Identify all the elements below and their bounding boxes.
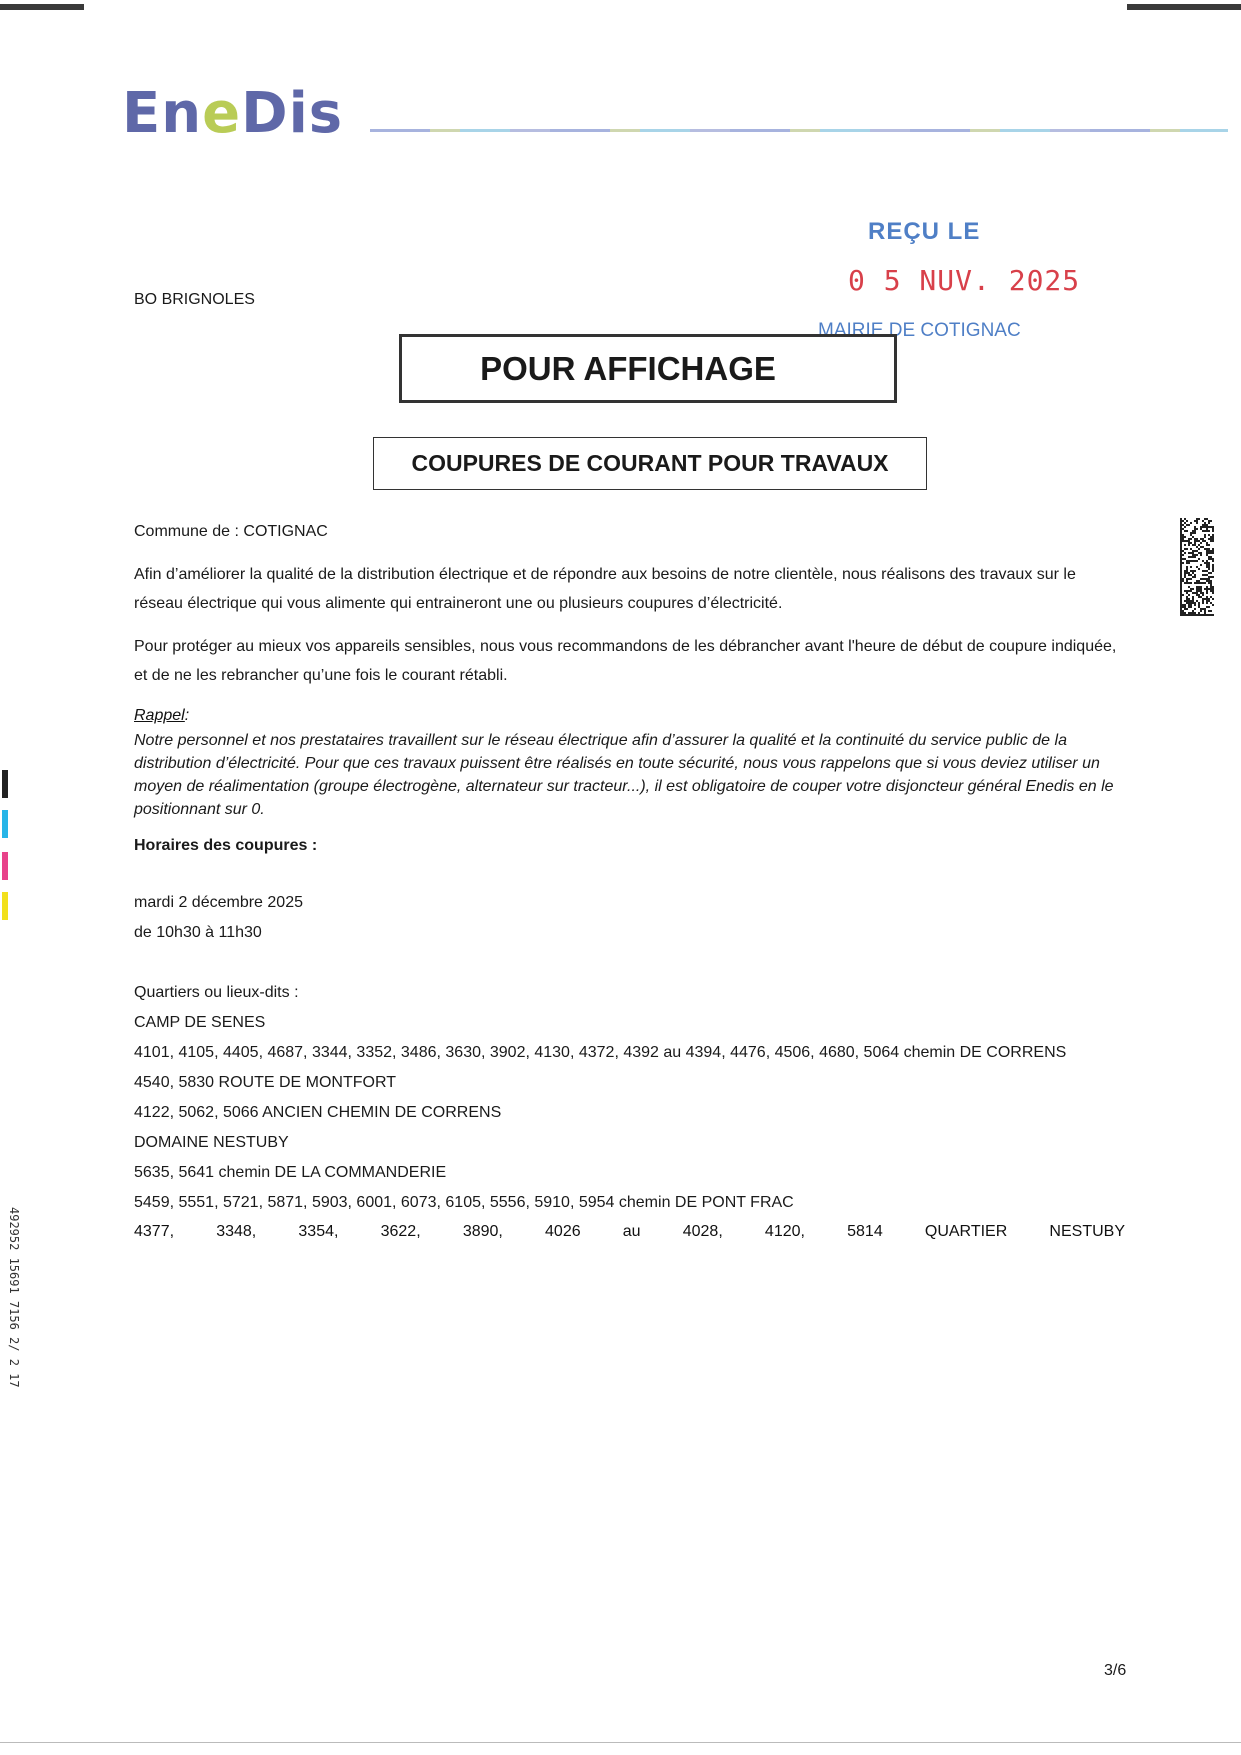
location-line-justified <box>134 1223 1125 1241</box>
stamp-received: REÇU LE <box>868 218 981 245</box>
justified-token: 3354, <box>298 1223 339 1240</box>
justified-token: 4120, <box>764 1223 805 1240</box>
color-mark-black <box>2 770 8 798</box>
justified-token: au <box>622 1223 641 1240</box>
color-mark-yellow <box>2 892 8 920</box>
schedule-date: mardi 2 décembre 2025 <box>134 894 303 911</box>
rappel-heading: Rappel: <box>134 707 190 724</box>
pour-affichage-box: POUR AFFICHAGE <box>399 334 897 403</box>
color-mark-cyan <box>2 810 8 838</box>
justified-token: 4377, <box>134 1223 175 1240</box>
justified-token: 5814 <box>847 1223 883 1240</box>
justified-token: 4028, <box>682 1223 723 1240</box>
sender: BO BRIGNOLES <box>134 291 255 308</box>
justified-token: 3622, <box>380 1223 421 1240</box>
datamatrix-code <box>1180 518 1214 616</box>
quartiers-heading: Quartiers ou lieux-dits : <box>134 984 299 1001</box>
commune-line: Commune de : COTIGNAC <box>134 523 328 540</box>
location-line: 4101, 4105, 4405, 4687, 3344, 3352, 3486, 3630, 3902, 4130, 4372, 4392 au 4394, 4476, 4506, 4680, 5064 chemin DE CORRENS <box>134 1044 1067 1061</box>
bottom-edge-line <box>0 1742 1241 1743</box>
page-number: 3/6 <box>1104 1662 1127 1679</box>
justified-token: 4026 <box>545 1223 581 1240</box>
side-print-code: 492952 15691 7156 2/ 2 17 <box>7 1207 21 1388</box>
location-line: 4540, 5830 ROUTE DE MONTFORT <box>134 1074 396 1091</box>
location-line: 4122, 5062, 5066 ANCIEN CHEMIN DE CORRENS <box>134 1104 502 1121</box>
justified-token: NESTUBY <box>1049 1223 1125 1240</box>
advice-paragraph: Pour protéger au mieux vos appareils sensibles, nous vous recommandons de les débrancher avant l'heure de début de coupure indiquée, et de ne les rebrancher qu’une fois le courant rétabli. <box>134 638 1117 684</box>
horaires-heading: Horaires des coupures : <box>134 837 318 854</box>
header-divider <box>370 129 1228 132</box>
intro-paragraph: Afin d’améliorer la qualité de la distribution électrique et de répondre aux besoins de notre clientèle, nous réalisons des travaux sur le réseau électrique qui vous alimente qui entraineront une ou plusieurs coupures d’électricité. <box>134 566 1076 612</box>
location-line: 5635, 5641 chemin DE LA COMMANDERIE <box>134 1164 447 1181</box>
location-line: 5459, 5551, 5721, 5871, 5903, 6001, 6073, 6105, 5556, 5910, 5954 chemin DE PONT FRAC <box>134 1194 794 1211</box>
stamp-date: 0 5 NUV. 2025 <box>848 264 1081 297</box>
stamp-mairie: MAIRIE DE COTIGNAC <box>818 320 1021 341</box>
enedis-logo: EneDis <box>122 81 344 146</box>
location-line: DOMAINE NESTUBY <box>134 1134 289 1151</box>
color-mark-magenta <box>2 852 8 880</box>
rappel-body: Notre personnel et nos prestataires travaillent sur le réseau électrique afin d’assurer la qualité et la continuité du service public de la distribution d’électricité. Pour que ces travaux puissent être réalisés en toute sécurité, nous vous rappelons que si vous deviez utiliser un moyen de réalimentation (groupe électrogène, alternateur sur tracteur...), il est obligatoire de couper votre disjoncteur général Enedis en le positionnant sur 0. <box>134 732 1114 818</box>
scan-mark-left <box>0 4 84 10</box>
schedule-time: de 10h30 à 11h30 <box>134 924 262 941</box>
justified-token: QUARTIER <box>924 1223 1008 1240</box>
justified-token: 3890, <box>462 1223 503 1240</box>
justified-token: 3348, <box>216 1223 257 1240</box>
location-line: CAMP DE SENES <box>134 1014 266 1031</box>
coupures-title-box: COUPURES DE COURANT POUR TRAVAUX <box>373 437 927 490</box>
scan-mark-right <box>1127 4 1241 10</box>
